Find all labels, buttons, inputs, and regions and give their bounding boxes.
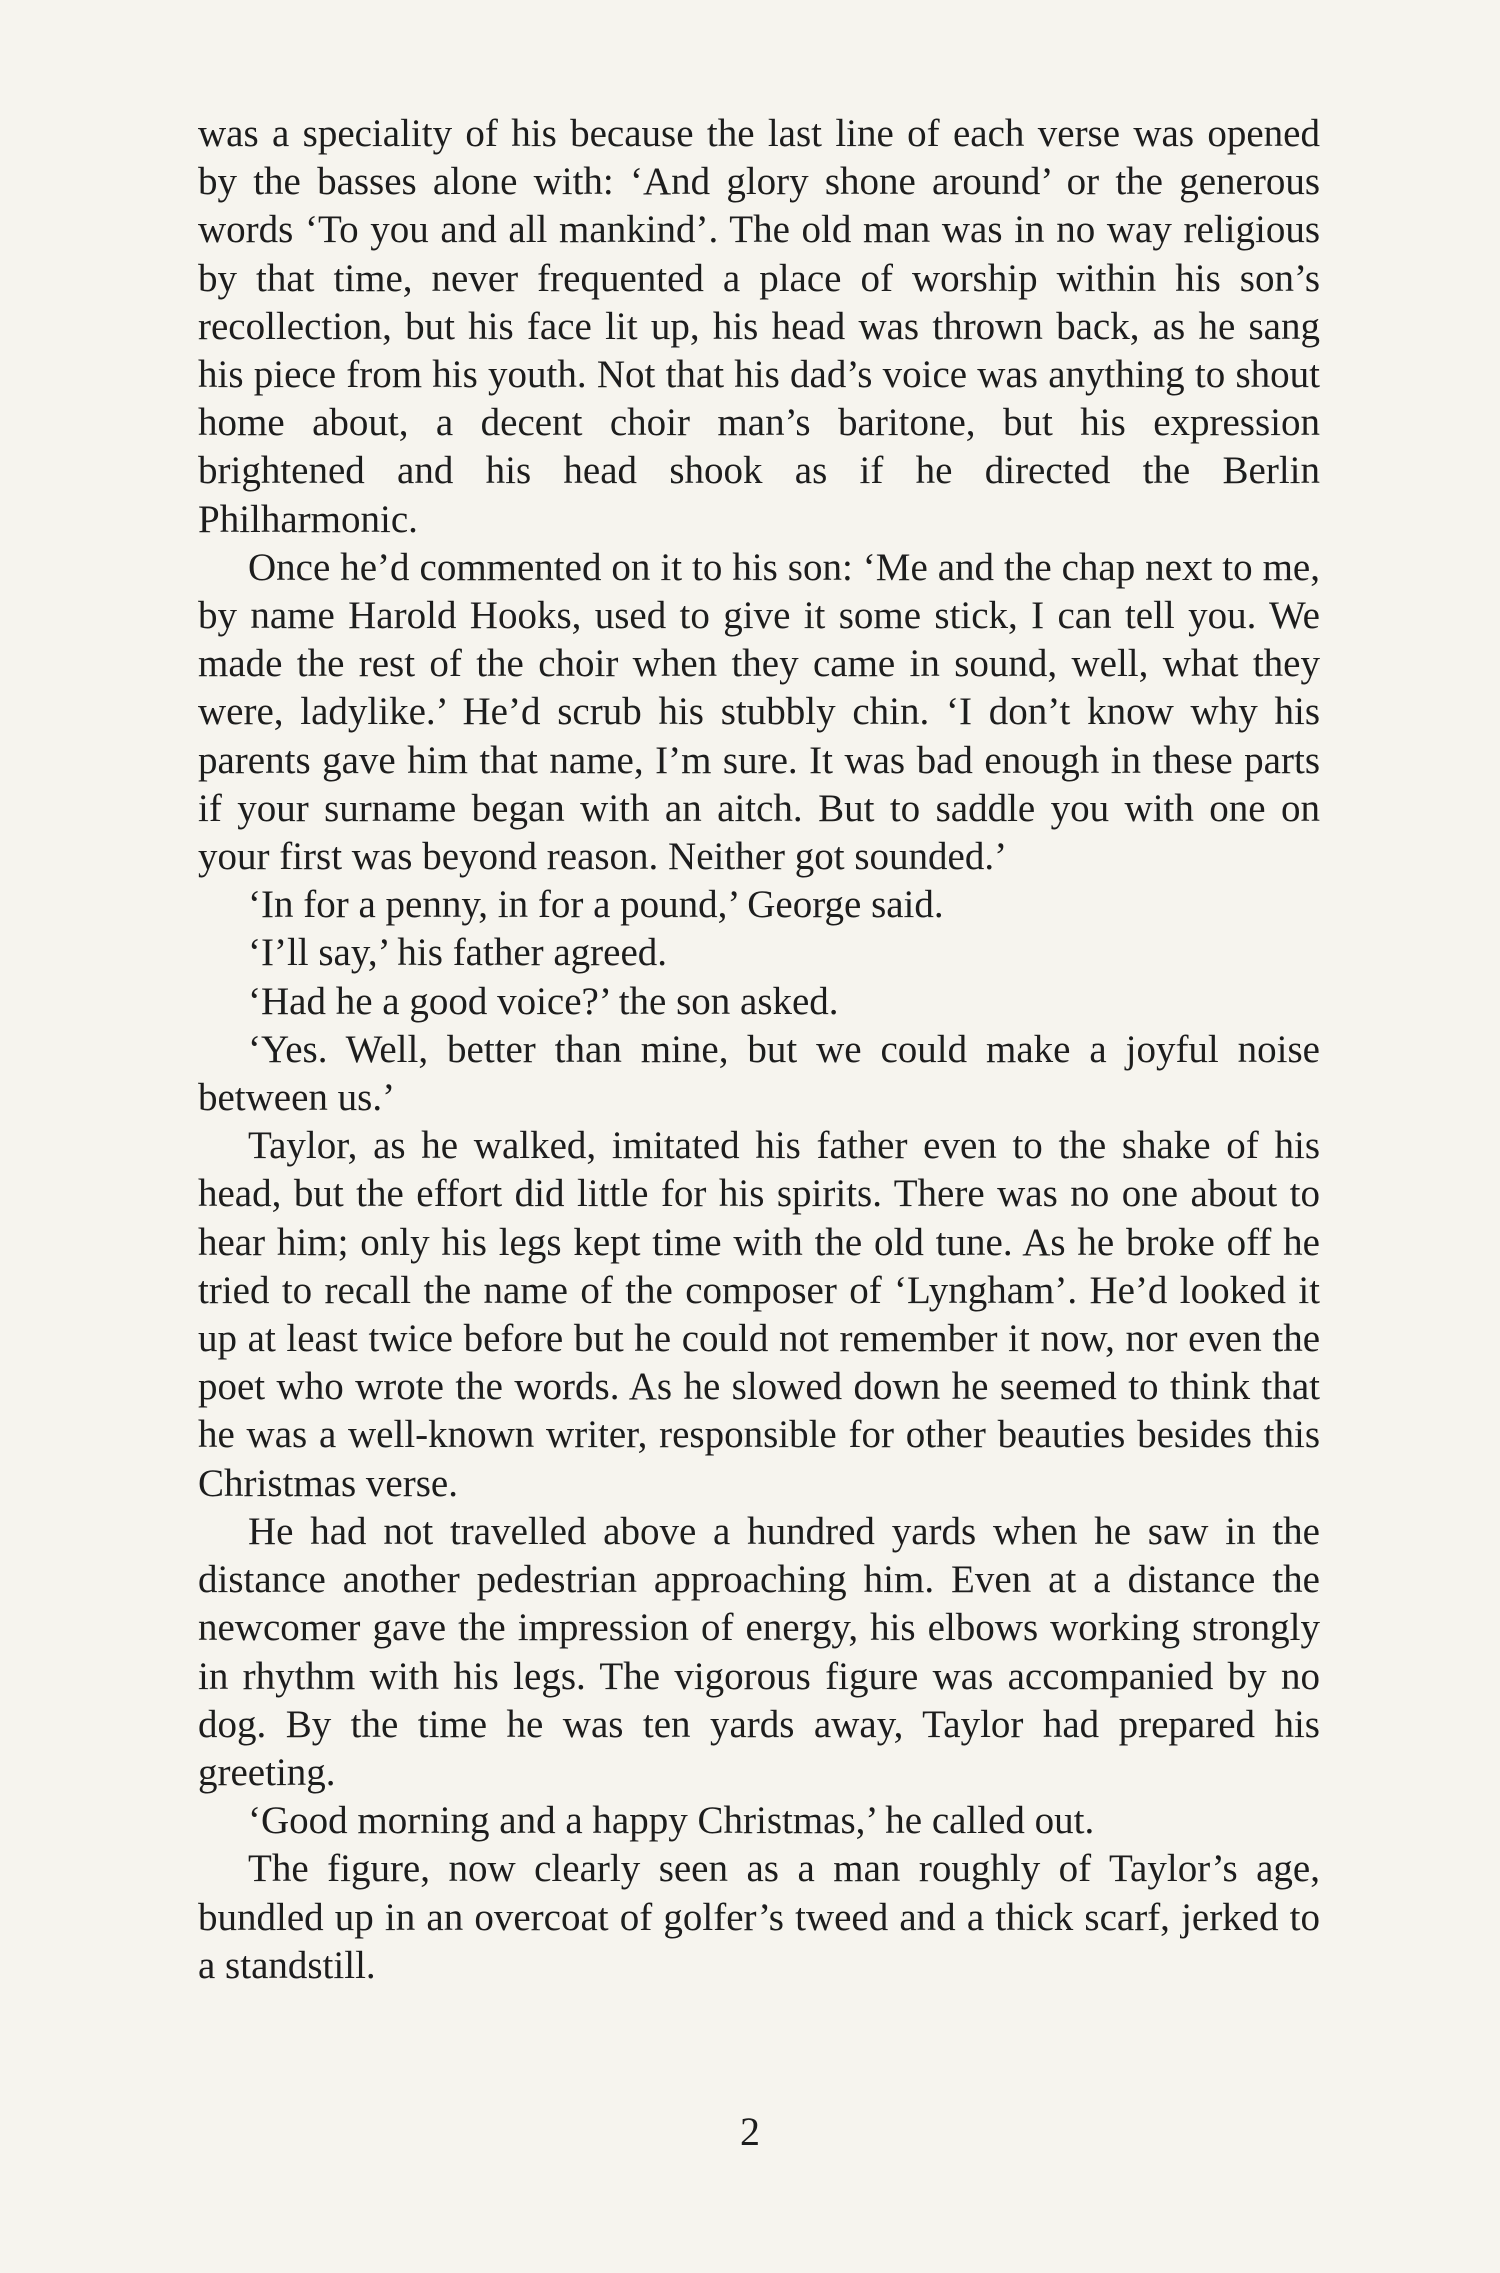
page-body — [198, 110, 1320, 1990]
paragraph-8: He had not travelled above a hundred yards when he saw in the distance another pedestrian approaching him. Even at a distance the newcomer gave the impression of energy, his elbows working strongly in rhythm with his legs. The vigorous figure was accompanied by no dog. By the time he was ten yards away, Taylor had prepared his greeting. — [198, 1509, 1320, 1794]
paragraph-9: ‘Good morning and a happy Christmas,’ he called out. — [248, 1799, 1095, 1843]
paragraph-2: Once he’d commented on it to his son: ‘Me and the chap next to me, by name Harold Hooks, used to give it some stick, I can tell you. We made the rest of the choir when they came in sound, well, what they were, ladylike.’ He’d scrub his stubbly chin. ‘I don’t know why his parents gave him that name, I’m sure. It was bad enough in these parts if your surname began with an aitch. But to saddle you with one on your first was beyond reason. Neither got sounded.’ — [198, 545, 1320, 879]
paragraph-10: The figure, now clearly seen as a man roughly of Taylor’s age, bundled up in an overcoat of golfer’s tweed and a thick scarf, jerked to a standstill. — [198, 1847, 1320, 1987]
paragraph-4: ‘I’ll say,’ his father agreed. — [248, 931, 668, 975]
paragraph-7: Taylor, as he walked, imitated his father even to the shake of his head, but the effort did little for his spirits. There was no one about to hear him; only his legs kept time with the old tune. As he broke off he tried to recall the name of the composer of ‘Lyngham’. He’d looked it up at least twice before but he could not remember it now, nor even the poet who wrote the words. As he slowed down he seemed to think that he was a well-known writer, responsible for other beauties besides this Christmas verse. — [198, 1124, 1320, 1505]
paragraph-6: ‘Yes. Well, better than mine, but we could make a joyful noise between us.’ — [198, 1027, 1320, 1120]
paragraph-5: ‘Had he a good voice?’ the son asked. — [248, 979, 839, 1023]
paragraph-1: was a speciality of his because the last line of each verse was opened by the basses alone with: ‘And glory shone around’ or the generous words ‘To you and all mankind’. The old man was in no way religious by that time, never frequented a place of worship within his son’s recollection, but his face lit up, his head was thrown back, as he sang his piece from his youth. Not that his dad’s voice was anything to shout home about, a decent choir man’s baritone, but his expression brightened and his head shook as if he directed the Berlin Philharmonic. — [198, 112, 1320, 541]
paragraph-3: ‘In for a penny, in for a pound,’ George said. — [248, 883, 944, 927]
page-number: 2 — [740, 2109, 760, 2154]
